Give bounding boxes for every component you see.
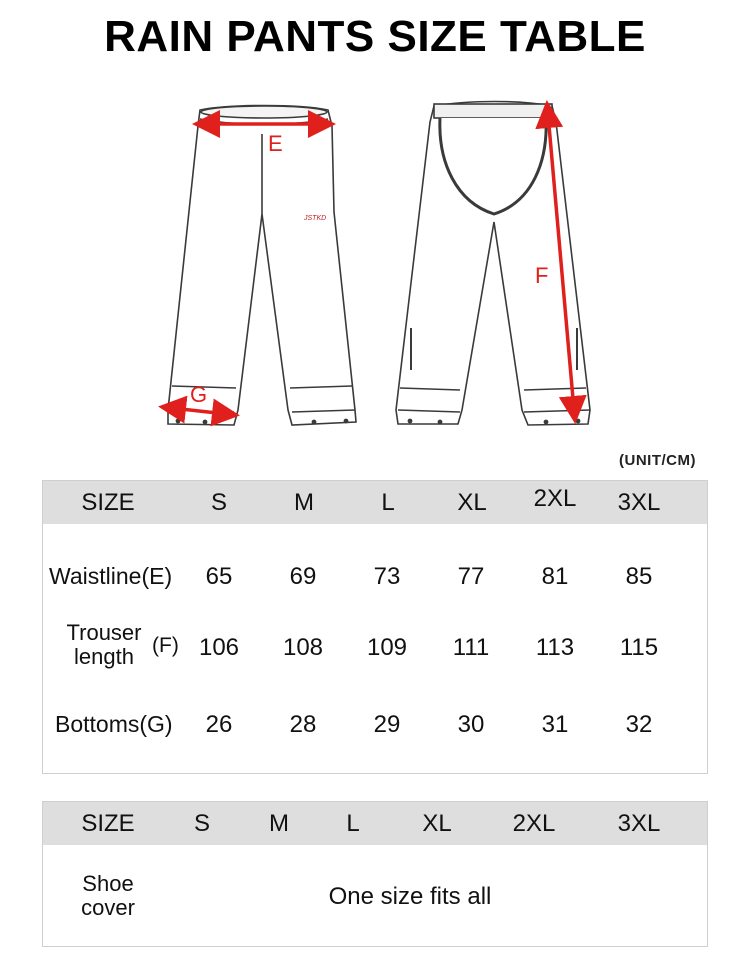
table-cell: 69 — [289, 563, 317, 590]
table-cell: 65 — [205, 563, 233, 590]
shoe-cover-table — [42, 801, 708, 947]
header-m: M — [294, 489, 314, 516]
size-table — [42, 480, 708, 774]
unit-label: (UNIT/CM) — [619, 452, 696, 469]
shoe-cover-table-header — [43, 802, 707, 845]
table-cell: 26 — [205, 711, 233, 738]
row-label-trouser-length — [67, 621, 142, 669]
header-2xl: 2XL — [533, 485, 577, 512]
row-label-line1: Trouser — [66, 620, 142, 645]
table-cell: 28 — [289, 711, 317, 738]
header-l: L — [381, 489, 395, 516]
row-label-bottoms: Bottoms(G) — [55, 711, 173, 737]
table-cell: 108 — [282, 634, 324, 661]
row-label-waistline: Waistline(E) — [49, 563, 173, 589]
header-size: SIZE — [81, 810, 135, 837]
one-size-text: One size fits all — [328, 883, 492, 910]
size-table-header — [43, 481, 707, 524]
header-s: S — [210, 489, 228, 516]
table-cell: 32 — [625, 711, 653, 738]
table-cell: 29 — [373, 711, 401, 738]
header-3xl: 3XL — [617, 489, 661, 516]
marker-g: G — [190, 382, 208, 407]
brand-tag: JSTKD — [304, 215, 327, 222]
header-3xl: 3XL — [617, 810, 661, 837]
table-cell: 31 — [541, 711, 569, 738]
header-s: S — [193, 810, 211, 837]
table-cell: 85 — [625, 563, 653, 590]
row-label-suffix: (F) — [152, 634, 179, 657]
page-title: RAIN PANTS SIZE TABLE — [104, 12, 646, 61]
row-label-line1: Shoe — [82, 871, 134, 896]
header-xl: XL — [422, 810, 452, 837]
table-cell: 30 — [457, 711, 485, 738]
marker-e: E — [268, 131, 283, 156]
table-cell: 106 — [198, 634, 240, 661]
header-m: M — [269, 810, 289, 837]
table-cell: 77 — [457, 563, 485, 590]
header-size: SIZE — [81, 489, 135, 516]
marker-f: F — [535, 263, 549, 288]
row-label-shoe-cover — [81, 872, 135, 920]
table-cell: 109 — [366, 634, 408, 661]
table-cell: 73 — [373, 563, 401, 590]
header-l: L — [346, 810, 360, 837]
header-2xl: 2XL — [512, 810, 556, 837]
pants-illustration — [0, 92, 750, 437]
row-label-line2: length — [74, 644, 134, 669]
row-label-line2: cover — [81, 895, 135, 920]
table-cell: 111 — [452, 634, 490, 661]
table-cell: 81 — [541, 563, 569, 590]
header-xl: XL — [457, 489, 487, 516]
table-cell: 113 — [535, 634, 575, 661]
front-pants-drawing — [168, 106, 356, 426]
table-cell: 115 — [619, 634, 659, 661]
